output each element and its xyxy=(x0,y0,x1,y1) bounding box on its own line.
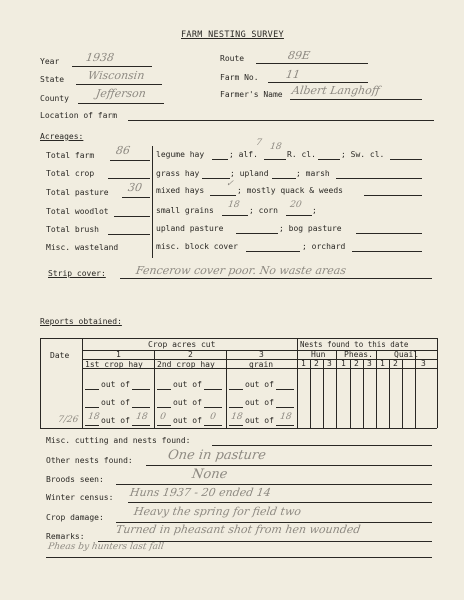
acreages-divider xyxy=(152,146,153,258)
out-of-text: out of xyxy=(101,398,130,407)
sub-num: 2 xyxy=(393,359,398,368)
sub-num: 2 xyxy=(314,359,319,368)
crop-acres-cut-header: Crop acres cut xyxy=(148,340,216,349)
mostly-quack-label: ; mostly quack & weeds xyxy=(237,186,343,195)
total-woodlot-label: Total woodlot xyxy=(46,207,109,216)
route-line xyxy=(256,63,368,64)
location-label: Location of farm xyxy=(40,111,118,120)
out-of-text: out of xyxy=(101,380,130,389)
broods-label: Broods seen: xyxy=(46,475,104,484)
strip-cover-label: Strip cover: xyxy=(48,269,106,278)
state-label: State xyxy=(40,75,65,84)
corn-end: ; xyxy=(312,206,317,215)
out-of-text: out of xyxy=(245,380,274,389)
sub-num: 3 xyxy=(421,359,426,368)
county-label: County xyxy=(40,94,69,103)
total-farm-label: Total farm xyxy=(46,151,95,160)
nests-found-header: Nests found to this date xyxy=(300,340,409,349)
col1-name: 1st crop hay xyxy=(85,360,143,369)
hun-header: Hun xyxy=(311,350,326,359)
misc-wasteland-label: Misc. wasteland xyxy=(46,243,119,252)
winter-census-value[interactable]: Huns 1937 - 20 ended 14 xyxy=(129,486,272,499)
farmers-name-label: Farmer's Name xyxy=(220,90,283,99)
route-value[interactable]: 89E xyxy=(287,49,311,62)
remarks-value-line2[interactable]: Pheas by hunters last fall xyxy=(47,542,165,552)
farm-no-label: Farm No. xyxy=(220,73,259,82)
total-farm-value[interactable]: 86 xyxy=(115,144,131,157)
pheas-header: Pheas. xyxy=(344,350,373,359)
farm-no-line xyxy=(268,82,368,83)
col3-num: 3 xyxy=(259,350,264,359)
sw-cl-label: ; Sw. cl. xyxy=(341,150,385,159)
total-brush-label: Total brush xyxy=(46,225,99,234)
date-header: Date xyxy=(50,351,70,360)
sub-num: 3 xyxy=(327,359,332,368)
corn-value[interactable]: 20 xyxy=(289,200,303,210)
row3-col2-cut[interactable]: 0 xyxy=(159,412,167,422)
sub-num: 1 xyxy=(380,359,385,368)
col3-name: grain xyxy=(249,360,274,369)
farmers-name-line xyxy=(290,99,422,100)
state-line xyxy=(76,84,162,85)
col2-num: 2 xyxy=(188,350,193,359)
upland-pasture-label: upland pasture xyxy=(156,224,224,233)
farmers-name-value[interactable]: Albert Langhoff xyxy=(291,84,381,97)
col1-num: 1 xyxy=(116,350,121,359)
row3-col1-cut[interactable]: 18 xyxy=(87,412,101,422)
misc-block-cover-label: misc. block cover xyxy=(156,242,238,251)
mixed-hays-mark[interactable]: ✓ xyxy=(225,179,235,189)
county-line xyxy=(78,103,164,104)
row3-col1-total[interactable]: 18 xyxy=(135,412,149,422)
row3-col3-cut[interactable]: 18 xyxy=(230,412,244,422)
broods-value[interactable]: None xyxy=(190,467,229,482)
alf-label: ; alf. xyxy=(229,150,258,159)
route-label: Route xyxy=(220,54,245,63)
out-of-text: out of xyxy=(245,398,274,407)
sub-num: 3 xyxy=(367,359,372,368)
bog-pasture-label: ; bog pasture xyxy=(279,224,342,233)
total-pasture-label: Total pasture xyxy=(46,188,109,197)
col2-name: 2nd crop hay xyxy=(157,360,215,369)
form-title: FARM NESTING SURVEY xyxy=(181,30,284,40)
out-of-text: out of xyxy=(101,416,130,425)
year-label: Year xyxy=(40,57,60,66)
other-nests-value[interactable]: One in pasture xyxy=(166,448,267,463)
quail-header: Quail xyxy=(394,350,419,359)
other-nests-label: Other nests found: xyxy=(46,456,133,465)
out-of-text: out of xyxy=(245,416,274,425)
farm-no-value[interactable]: 11 xyxy=(285,68,301,81)
small-grains-label: small grains xyxy=(156,206,214,215)
crop-damage-label: Crop damage: xyxy=(46,513,104,522)
mixed-hays-label: mixed hays xyxy=(156,186,205,195)
row3-date[interactable]: 7/26 xyxy=(57,415,79,425)
winter-census-label: Winter census: xyxy=(46,493,114,502)
county-value[interactable]: Jefferson xyxy=(95,87,147,100)
sub-num: 1 xyxy=(341,359,346,368)
state-value[interactable]: Wisconsin xyxy=(87,69,146,82)
location-line xyxy=(128,120,434,121)
year-value[interactable]: 1938 xyxy=(85,51,115,64)
out-of-text: out of xyxy=(173,416,202,425)
grass-hay-label: grass hay xyxy=(156,169,200,178)
reports-heading: Reports obtained: xyxy=(40,317,122,326)
out-of-text: out of xyxy=(173,398,202,407)
upland-label: ; upland xyxy=(230,169,269,178)
sub-num: 2 xyxy=(354,359,359,368)
crop-damage-value[interactable]: Heavy the spring for field two xyxy=(133,505,302,518)
acreages-heading: Acreages: xyxy=(40,132,84,141)
misc-cutting-label: Misc. cutting and nests found: xyxy=(46,436,191,445)
sub-num: 1 xyxy=(301,359,306,368)
r-cl-label: R. cl. xyxy=(287,150,316,159)
row3-col3-total[interactable]: 18 xyxy=(279,412,293,422)
legume-hay-label: legume hay xyxy=(156,150,205,159)
small-grains-value[interactable]: 18 xyxy=(227,200,241,210)
marsh-label: ; marsh xyxy=(296,169,330,178)
year-line xyxy=(72,66,152,67)
orchard-label: ; orchard xyxy=(302,242,346,251)
alf-value[interactable]: 18 xyxy=(269,142,283,152)
row3-col2-total[interactable]: 0 xyxy=(209,412,217,422)
legume-mark[interactable]: 7 xyxy=(255,138,263,148)
total-crop-label: Total crop xyxy=(46,169,95,178)
corn-label: ; corn xyxy=(249,206,278,215)
out-of-text: out of xyxy=(173,380,202,389)
strip-cover-value[interactable]: Fencerow cover poor. No waste areas xyxy=(135,264,347,277)
remarks-value-line1[interactable]: Turned in pheasant shot from hen wounded xyxy=(115,523,362,536)
total-pasture-value[interactable]: 30 xyxy=(127,181,143,194)
remarks-label: Remarks: xyxy=(46,532,85,541)
